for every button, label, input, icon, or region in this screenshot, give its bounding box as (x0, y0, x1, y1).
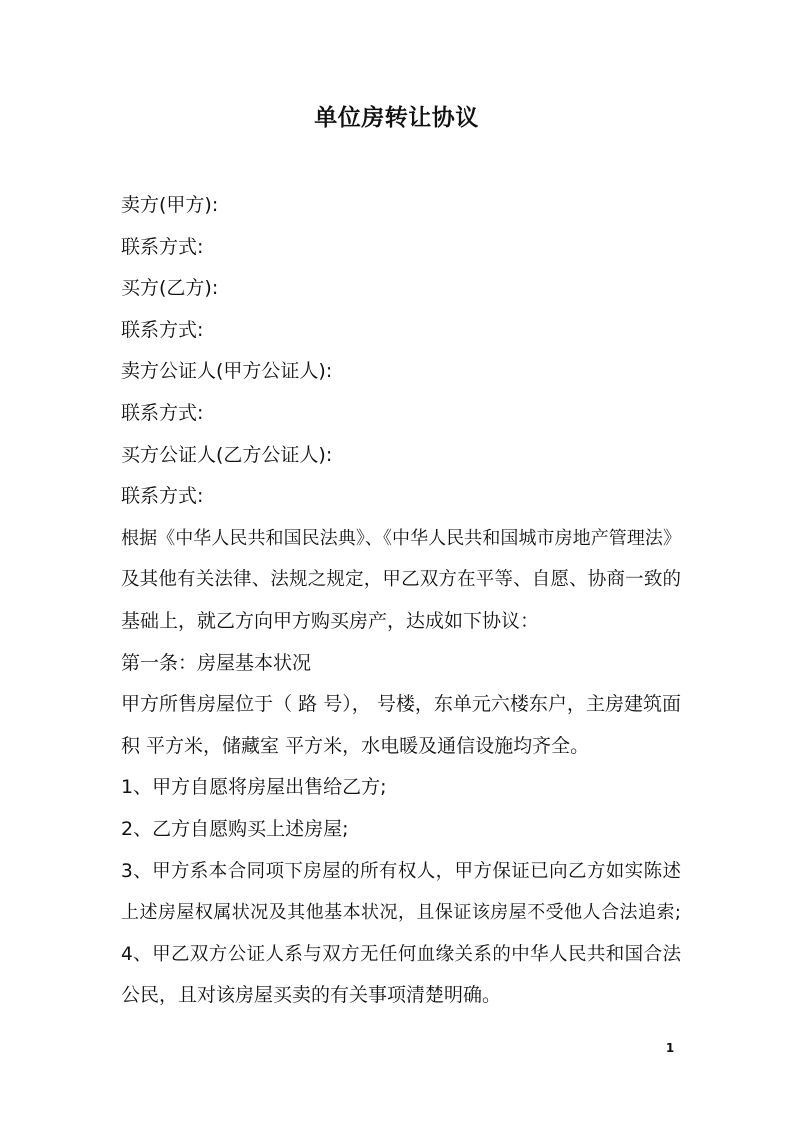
page-number: 1 (665, 1041, 675, 1055)
document-title: 单位房转让协议 (314, 105, 479, 131)
seller-notary-contact-line: 联系方式: (121, 401, 204, 424)
document-body (121, 185, 681, 1017)
seller-notary-line: 卖方公证人(甲方公证人): (121, 360, 333, 383)
article-1-heading: 第一条：房屋基本状况 (121, 651, 312, 674)
clause-3-line-2: 上述房屋权属状况及其他基本状况，且保证该房屋不受他人合法追索; (121, 902, 681, 924)
preamble-line-1: 根据《中华人民共和国民法典》、《中华人民共和国城市房地产管理法》 (121, 527, 681, 549)
property-description-line-2: 积 平方米，储藏室 平方米，水电暖及通信设施均齐全。 (121, 734, 590, 757)
seller-line: 卖方(甲方): (121, 194, 219, 216)
buyer-notary-line: 买方公证人(乙方公证人): (121, 443, 333, 466)
preamble-line-2: 及其他有关法律、法规之规定，甲乙双方在平等、自愿、协商一致的 (121, 569, 681, 591)
clause-3-line-1: 3、甲方系本合同项下房屋的所有权人，甲方保证已向乙方如实陈述 (121, 860, 681, 882)
clause-1: 1、甲方自愿将房屋出售给乙方; (121, 776, 387, 799)
clause-2: 2、乙方自愿购买上述房屋; (121, 817, 349, 840)
property-description-line-1: 甲方所售房屋位于（ 路 号）， 号楼，东单元六楼东户，主房建筑面 (121, 693, 681, 716)
seller-contact-line: 联系方式: (121, 235, 204, 258)
clause-4-line-2: 公民，且对该房屋买卖的有关事项清楚明确。 (121, 984, 502, 1007)
buyer-notary-contact-line: 联系方式: (121, 485, 204, 508)
buyer-contact-line: 联系方式: (121, 318, 204, 341)
clause-4-line-1: 4、甲乙双方公证人系与双方无任何血缘关系的中华人民共和国合法 (121, 943, 681, 965)
buyer-line: 买方(乙方): (121, 277, 219, 300)
preamble-line-3: 基础上，就乙方向甲方购买房产，达成如下协议： (121, 609, 540, 632)
